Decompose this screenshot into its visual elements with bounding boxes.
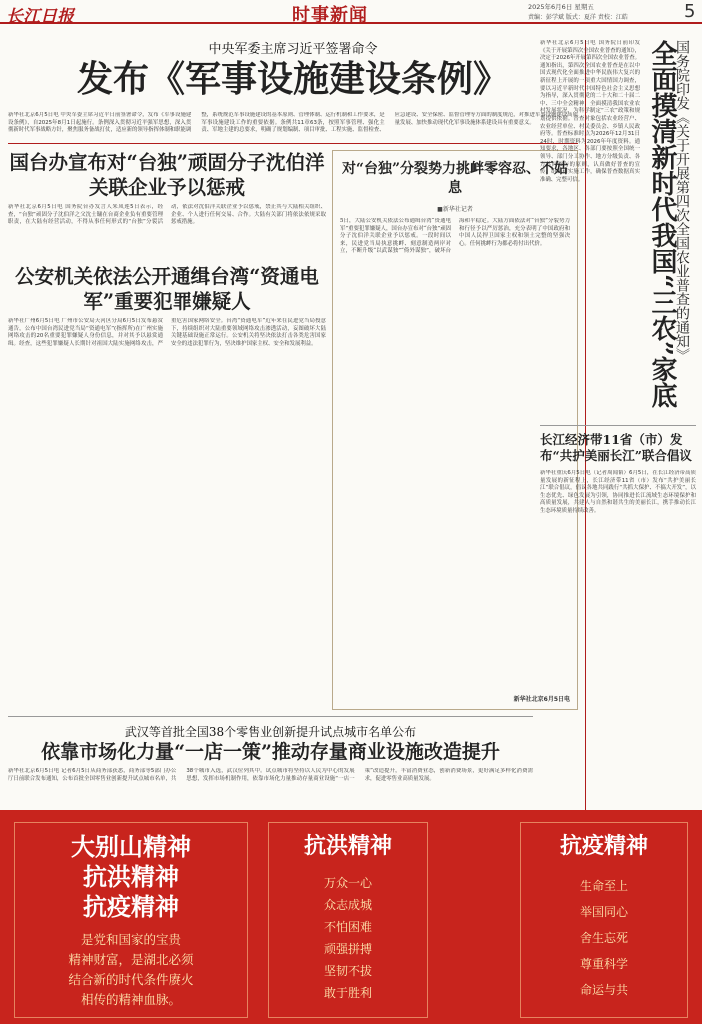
commentary-body: 5日，大陆公安机关依法公布通缉台湾“资通电军”重要犯罪嫌疑人，国台办宣布对“台独”顽固分子沈伯洋关联企业予以惩戒。一段时间以来，民进党当局执意挑衅、刻意制造两岸对立，不断升级“以武谋独”“倚外谋独”，破坏台海和平稳定。大陆方面依法对“台独”分裂势力和行径予以严厉惩治，充分表明了中国政府和中国人民捍卫国家主权和领土完整的坚强决心。任何挑衅行为都必将付出代价。 xyxy=(340,218,570,255)
section-title: 时事新闻 xyxy=(292,5,368,26)
bottom-headline: 依靠市场化力量“一店一策”推动存量商业设施改造提升 xyxy=(41,741,500,763)
newspaper-logo: 长江日报 xyxy=(6,7,74,27)
commentary-headline: 对“台独”分裂势力挑衅零容忍、不姑息 xyxy=(341,161,569,196)
section-divider xyxy=(8,143,578,144)
banner-panel-1 xyxy=(14,822,248,1018)
panel-1-title-2: 抗洪精神 xyxy=(83,862,179,891)
bottom-divider xyxy=(8,716,533,717)
panel-2-line-4: 顽强拼搏 xyxy=(323,942,372,956)
commentary-byline: ■新华社记者 xyxy=(437,206,473,213)
panel-1-text-3: 结合新的时代条件赓火 xyxy=(68,972,194,987)
panel-2-line-1: 万众一心 xyxy=(323,876,372,890)
banner-panel-3 xyxy=(520,822,688,1018)
panel-3-line-2: 举国同心 xyxy=(579,905,628,919)
spirit-banner xyxy=(0,810,702,1024)
panel-2-title: 抗洪精神 xyxy=(303,833,392,859)
panel-1-title-1: 大别山精神 xyxy=(71,832,191,861)
masthead xyxy=(0,0,702,27)
sidebar-body: 新华社北京6月5日电 国务院日前印发《关于开展第四次全国农业普查的通知》，决定于2026年开展第四次全国农业普查。通知指出，第四次全国农业普查是在以中国式现代化全面推进中华民族伟大复兴的新征程上开展的一项重大国情国力调查，要以习近平新时代中国特色社会主义思想为指导，深入贯彻党的二十大和二十届二中、三中全会精神，全面摸清我国农业农村发展状况，为科学制定“三农”政策和规划提供依据。普查对象包括农业经营户、农业经营单位、村民委员会、乡镇人民政府等。普查标准时点为2026年12月31日24时，时期资料为2026年年度资料。通知要求，各地区、各部门要按照全国统一领导、部门分工协作、地方分级负责、各方共同参与的原则，认真做好普查的宣传、组织和实施工作，确保普查数据真实准确、完整可信。 xyxy=(540,40,640,183)
panel-3-line-3: 舍生忘死 xyxy=(579,931,628,945)
yangtze-headline: 长江经济带11省（市）发布“共护美丽长江”联合倡议 xyxy=(540,432,692,463)
taiwan-art1-body: 新华社北京6月5日电 国务院台办发言人朱凤莲5日表示，经查，“台独”顽固分子沈伯洋之父沈士镛在台商企业负有重要管理职责，在大陆有经营活动，不得从事任何形式的“台独”分裂活动，依法对沈伯洋关联企业予以惩戒，禁止其与大陆相关组织、企业、个人进行任何交易、合作。大陆有关部门将依法依规采取惩戒措施。 xyxy=(8,204,326,226)
panel-2-line-6: 敢于胜利 xyxy=(323,986,372,1000)
panel-3-line-4: 尊重科学 xyxy=(579,957,628,971)
panel-3-title: 抗疫精神 xyxy=(559,833,648,859)
banner-panel-2 xyxy=(268,822,428,1018)
taiwan-art1-headline: 国台办宣布对“台独”顽固分子沈伯洋关联企业予以惩戒 xyxy=(9,151,325,199)
taiwan-art2-body: 新华社广州6月5日电 广州市公安局天河区分局6月5日发布悬赏通告，公布中国台湾民进党当局“资通电军”(指挥所)在广州实施网络攻击的20名重要犯罪嫌疑人身份信息，并对其予以悬赏通缉。经查，这些犯罪嫌疑人长期针对祖国大陆实施网络攻击，严重危害国家网络安全。台湾“资通电军”近年来在民进党当局授意下，持续组织对大陆重要领域网络攻击渗透活动，妄图破坏大陆关键基础设施正常运行。公安机关将坚决依法打击各类危害国家安全的违法犯罪行为，坚决维护国家主权、安全和发展利益。 xyxy=(8,318,326,347)
taiwan-art2-headline: 公安机关依法公开通缉台湾“资通电军”重要犯罪嫌疑人 xyxy=(15,265,319,313)
panel-1-text-4: 相传的精神血脉。 xyxy=(80,992,181,1007)
panel-3-line-5: 命运与共 xyxy=(579,983,628,997)
panel-2-line-2: 众志成城 xyxy=(323,898,372,912)
sidebar-headline: 全面摸清新时代我国“三农”家底 xyxy=(647,40,677,408)
bottom-body: 新华社北京6月5日电 记者6月5日从商务部获悉，商务部等5部门办公厅日前联合发布通知，公布首批全国零售业创新提升试点城市名单，共38个城市入选，武汉位列其中。试点城市将坚持以人民为中心的发展思想，发挥市场机制作用，依靠市场化力量推动存量商业设施“一店一策”改造提升，丰富消费业态，创新消费场景，更好满足多样化消费需求，促进零售业高质量发展。 xyxy=(8,768,533,782)
panel-1-title-3: 抗疫精神 xyxy=(83,892,179,921)
yangtze-divider xyxy=(540,425,696,426)
sidebar-kicker: 国务院印发《关于开展第四次全国农业普查的通知》 xyxy=(674,40,690,362)
bottom-kicker: 武汉等首批全国38个零售业创新提升试点城市名单公布 xyxy=(124,725,417,739)
yangtze-body: 新华社重庆6月5日电（记者周闻韬）6月5日，在长江经济带高质量发展的新征程上，长江经济带11省（市）发布“共护美丽长江”联合倡议，倡议各地共同践行“共抓大保护、不搞大开发”，以生态优先、绿色发展为引领，协同推进长江流域生态环境保护和高质量发展，共建人与自然和谐共生的美丽长江，携手推动长江生态环境质量持续改善。 xyxy=(540,470,696,514)
commentary-dateline: 新华社北京6月5日电 xyxy=(513,696,570,703)
editor-credits: 责编：彭学斌 版式：夏洋 责校：江皓 xyxy=(528,14,628,21)
lead-headline: 发布《军事设施建设条例》 xyxy=(76,58,509,100)
panel-2-line-5: 坚韧不拔 xyxy=(323,964,372,978)
page-number: 5 xyxy=(684,1,696,22)
panel-2-line-3: 不怕困难 xyxy=(323,920,372,934)
lead-kicker: 中央军委主席习近平签署命令 xyxy=(208,42,378,57)
issue-date: 2025年6月6日 星期五 xyxy=(528,3,594,11)
lead-body: 新华社北京6月5日电 中央军委主席习近平日前签署命令，发布《军事设施建设条例》，自2025年8月1日起施行。条例深入贯彻习近平强军思想，深入贯彻新时代军事战略方针，聚焦服务备战打仗，适应新的领导指挥体制和职能调整，系统规范军事设施建设的基本原则、管理体制、运行机制和工作要求，是军事设施建设工作的重要依据。条例共11章63条，按照军事管理、强化主责、军地主建的总要求，明确了规划编制、项目审批、工程实施、监督检查、应急建设、安全保密、监督管理等方面的制度规范，对推进军事设施建设高质量发展、加快推动现代化军事设施体系建设具有重要意义。 xyxy=(8,112,578,134)
panel-3-line-1: 生命至上 xyxy=(579,879,628,893)
panel-1-text-2: 精神财富，是湖北必须 xyxy=(68,952,194,967)
panel-1-text-1: 是党和国家的宝贵 xyxy=(80,932,181,947)
